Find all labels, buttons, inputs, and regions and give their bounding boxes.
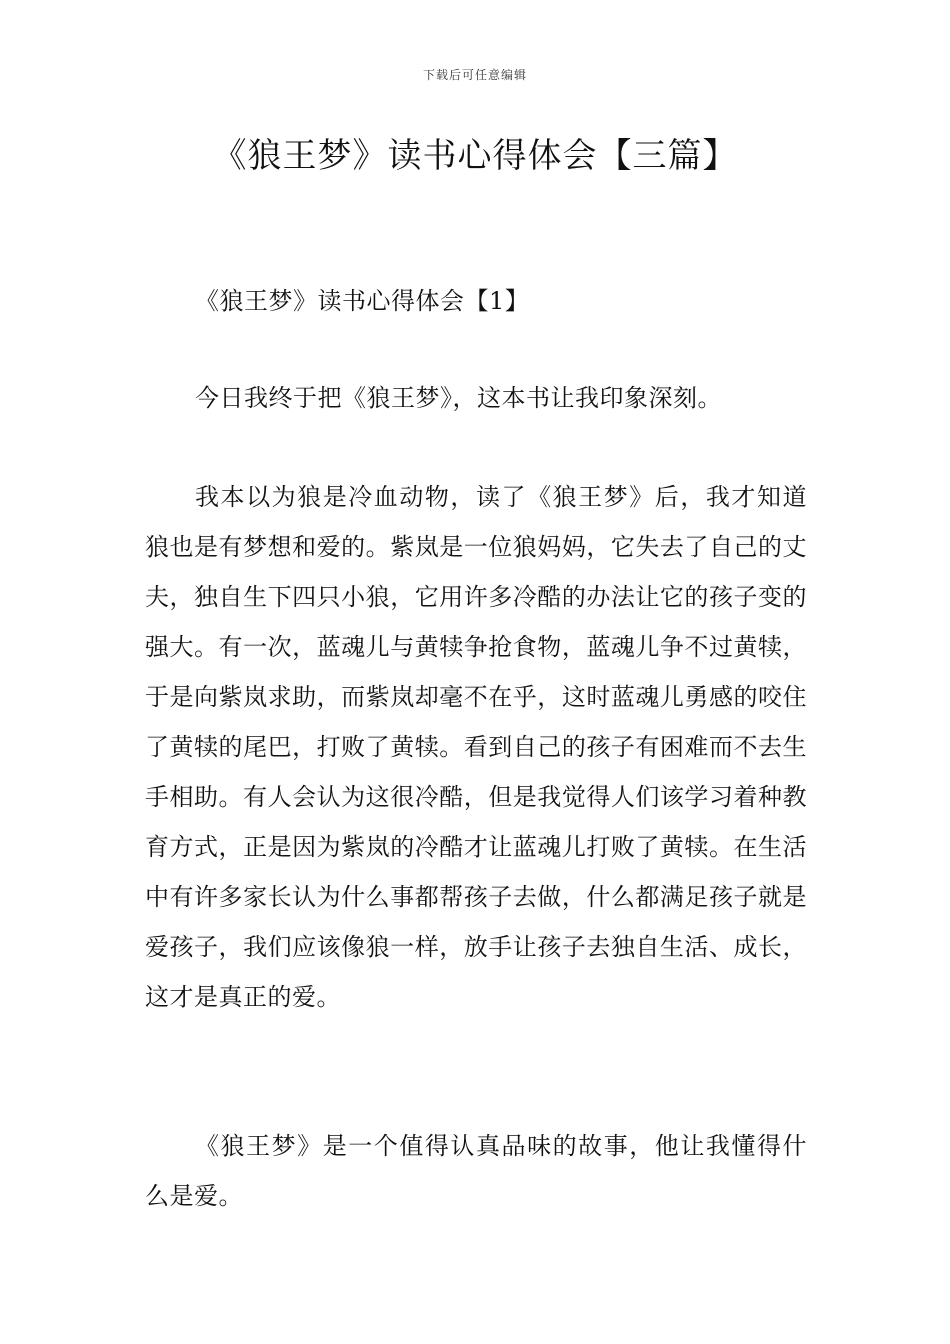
header-note: 下载后可任意编辑	[422, 68, 527, 82]
paragraph-1: 今日我终于把《狼王梦》，这本书让我印象深刻。	[195, 384, 722, 412]
section-heading: 《狼王梦》读书心得体会【1】	[195, 287, 530, 315]
document-title: 《狼王梦》读书心得体会【三篇】	[212, 136, 738, 176]
paragraph-2: 我本以为狼是冷血动物，读了《狼王梦》后，我才知道狼也是有梦想和爱的。紫岚是一位狼妈妈，它失去了自己的丈夫，独自生下四只小狼，它用许多冷酷的办法让它的孩子变的强大。有一次，蓝魂儿与黄犊争抢食物，蓝魂儿争不过黄犊，于是向紫岚求助，而紫岚却毫不在乎，这时蓝魂儿勇感的咬住了黄犊的尾巴，打败了黄犊。看到自己的孩子有困难而不去生手相助。有人会认为这很冷酷，但是我觉得人们该学习着种教育方式，正是因为紫岚的冷酷才让蓝魂儿打败了黄犊。在生活中有许多家长认为什么事都帮孩子去做，什么都满足孩子就是爱孩子，我们应该像狼一样，放手让孩子去独自生活、成长，这才是真正的爱。	[145, 483, 807, 1011]
paragraph-3: 《狼王梦》是一个值得认真品味的故事，他让我懂得什么是爱。	[145, 1132, 807, 1210]
